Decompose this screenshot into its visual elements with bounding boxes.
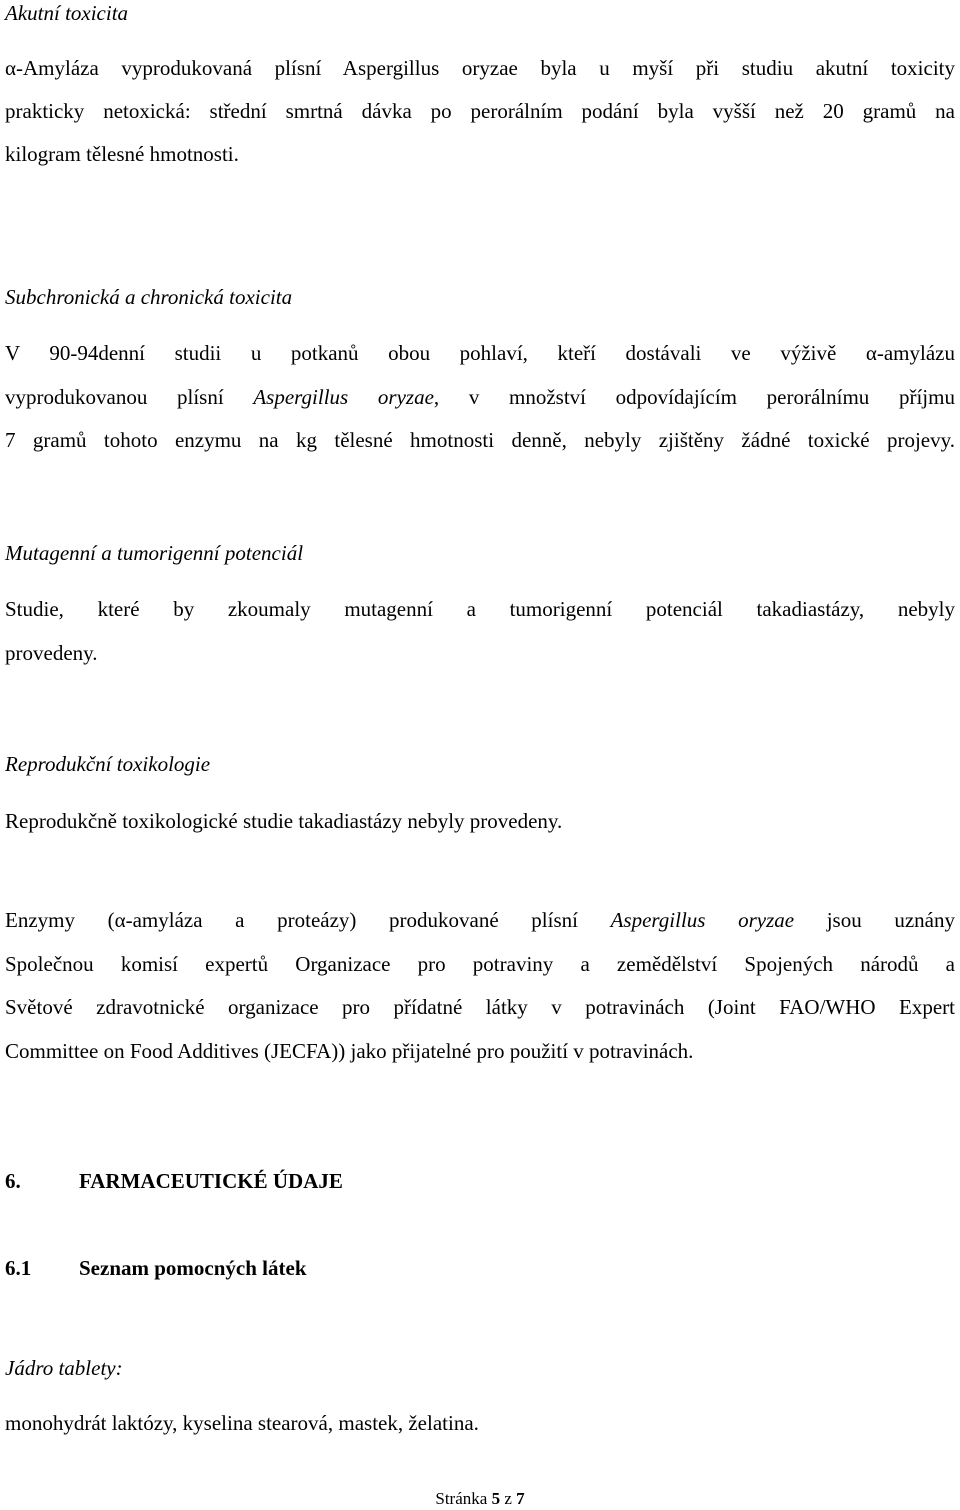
chronic-line-1: V 90-94denní studii u potkanů obou pohlaví, kteří dostávali ve výživě α-amylázu xyxy=(5,341,955,365)
mutagen-line-1: Studie, které by zkoumaly mutagenní a tumorigenní potenciál takadiastázy, nebyly xyxy=(5,597,955,621)
heading-acute-toxicity: Akutní toxicita xyxy=(5,1,129,25)
page-footer xyxy=(0,1488,960,1510)
acute-line-1: α-Amyláza vyprodukovaná plísní Aspergillus oryzae byla u myší při studiu akutní toxicity xyxy=(5,56,955,80)
section-number-6: 6. xyxy=(5,1169,21,1193)
enzymes-line-2: Společnou komisí expertů Organizace pro potraviny a zemědělství Spojených národů a xyxy=(5,952,955,976)
species-name-2: Aspergillus oryzae xyxy=(610,908,795,932)
heading-reproductive: Reprodukční toxikologie xyxy=(5,752,211,776)
enzymes-line-1-b: jsou uznány xyxy=(794,908,955,932)
section-heading-6-1 xyxy=(5,1255,955,1281)
heading-mutagenic: Mutagenní a tumorigenní potenciál xyxy=(5,541,304,565)
footer-mid: z xyxy=(500,1489,517,1508)
chronic-line-2-b: , v množství odpovídajícím perorálnímu příjmu xyxy=(433,385,955,409)
chronic-line-3: 7 gramů tohoto enzymu na kg tělesné hmotnosti denně, nebyly zjištěny žádné toxické projevy. xyxy=(5,428,955,452)
mutagen-line-2: provedeny. xyxy=(5,641,98,665)
acute-line-2: prakticky netoxická: střední smrtná dávka po perorálním podání byla vyšší než 20 gramů na xyxy=(5,99,955,123)
repro-line-1: Reprodukčně toxikologické studie takadiastázy nebyly provedeny. xyxy=(5,809,563,833)
acute-line-3: kilogram tělesné hmotnosti. xyxy=(5,142,239,166)
enzymes-line-4: Committee on Food Additives (JECFA)) jako přijatelné pro použití v potravinách. xyxy=(5,1039,694,1063)
heading-chronic-toxicity: Subchronická a chronická toxicita xyxy=(5,285,293,309)
species-name: Aspergillus oryzae xyxy=(253,385,434,409)
section-title-6-1: Seznam pomocných látek xyxy=(79,1256,307,1280)
tablet-core-line-1: monohydrát laktózy, kyselina stearová, mastek, želatina. xyxy=(5,1411,479,1435)
footer-prefix: Stránka xyxy=(435,1489,492,1508)
footer-page-number: 5 xyxy=(491,1489,501,1508)
enzymes-line-1-a: Enzymy (α-amyláza a proteázy) produkované plísní xyxy=(5,908,611,932)
section-number-6-1: 6.1 xyxy=(5,1256,32,1280)
chronic-line-2 xyxy=(5,384,955,410)
chronic-line-2-a: vyprodukovanou plísní xyxy=(5,385,254,409)
section-title-6: FARMACEUTICKÉ ÚDAJE xyxy=(79,1169,343,1193)
footer-page-total: 7 xyxy=(516,1489,525,1508)
enzymes-line-1 xyxy=(5,907,955,933)
enzymes-line-3: Světové zdravotnické organizace pro přídatné látky v potravinách (Joint FAO/WHO Expert xyxy=(5,995,955,1019)
section-heading-6 xyxy=(5,1168,955,1194)
heading-tablet-core: Jádro tablety: xyxy=(5,1356,123,1380)
